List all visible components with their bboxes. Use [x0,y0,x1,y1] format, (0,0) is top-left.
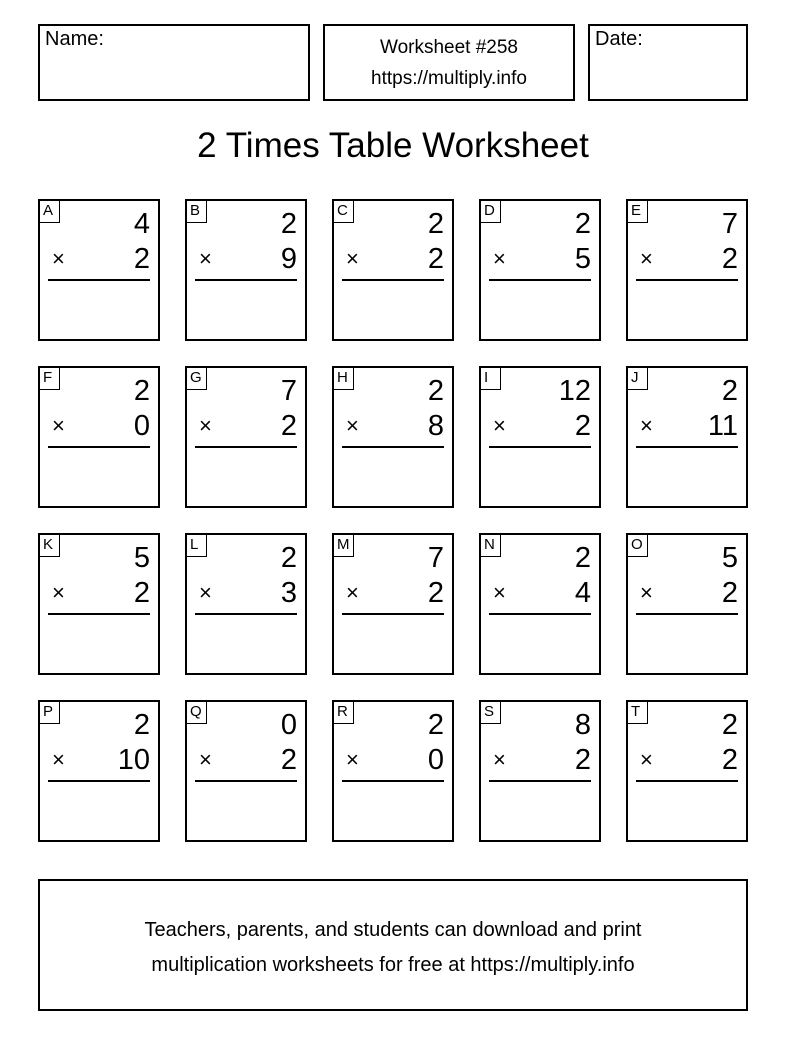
problem-m [332,533,454,675]
multiplicand: 2 [574,542,591,574]
answer-line [48,613,150,615]
multiplicand: 5 [133,542,150,574]
problem-letter: G [187,368,207,390]
multiplicand: 2 [427,709,444,741]
times-sign: × [346,246,359,271]
worksheet-number: Worksheet #258 [379,37,518,58]
multiplicand: 2 [280,208,297,240]
times-sign: × [199,747,212,772]
answer-line [636,780,738,782]
multiplier: 2 [574,744,591,776]
problem-letter: C [334,201,354,223]
answer-line [342,279,444,281]
multiplicand: 0 [280,709,297,741]
multiplicand: 8 [574,709,591,741]
problem-q [185,700,307,842]
date-box [588,24,748,101]
problem-l [185,533,307,675]
worksheet-url: https://multiply.info [371,68,527,89]
problem-t [626,700,748,842]
answer-line [636,613,738,615]
problem-letter: A [40,201,60,223]
problem-i [479,366,601,508]
problem-h [332,366,454,508]
multiplier: 2 [427,577,444,609]
answer-line [489,613,591,615]
problem-letter: E [628,201,648,223]
problem-letter: P [40,702,60,724]
times-sign: × [493,747,506,772]
multiplicand: 2 [133,375,150,407]
problem-a [38,199,160,341]
problem-k [38,533,160,675]
footer-line-1: Teachers, parents, and students can download and print [144,919,642,941]
multiplier: 2 [280,744,297,776]
times-sign: × [493,580,506,605]
multiplier: 2 [574,410,591,442]
times-sign: × [640,246,653,271]
multiplicand: 7 [427,542,444,574]
answer-line [195,613,297,615]
problem-letter: H [334,368,354,390]
problem-letter: D [481,201,501,223]
answer-line [636,446,738,448]
multiplier: 11 [707,410,738,442]
problem-letter: L [187,535,207,557]
times-sign: × [52,413,65,438]
multiplicand: 7 [280,375,297,407]
problem-s [479,700,601,842]
problem-letter: S [481,702,501,724]
problem-c [332,199,454,341]
multiplier: 2 [721,744,738,776]
problem-letter: B [187,201,207,223]
answer-line [195,279,297,281]
problem-g [185,366,307,508]
date-label: Date: [595,28,643,50]
multiplicand: 2 [427,208,444,240]
multiplier: 2 [280,410,297,442]
times-sign: × [346,580,359,605]
problem-b [185,199,307,341]
multiplier: 2 [133,243,150,275]
multiplicand: 4 [133,208,150,240]
multiplicand: 2 [574,208,591,240]
answer-line [48,780,150,782]
multiplicand: 5 [721,542,738,574]
problem-d [479,199,601,341]
multiplier: 2 [133,577,150,609]
times-sign: × [199,413,212,438]
multiplicand: 7 [721,208,738,240]
multiplier: 5 [574,243,591,275]
multiplier: 9 [280,243,297,275]
times-sign: × [346,747,359,772]
problem-letter: Q [187,702,207,724]
times-sign: × [52,246,65,271]
problem-r [332,700,454,842]
times-sign: × [640,413,653,438]
answer-line [342,446,444,448]
multiplier: 0 [133,410,150,442]
problem-letter: I [481,368,501,390]
multiplier: 2 [721,243,738,275]
footer-box [38,879,748,1011]
problem-letter: M [334,535,354,557]
times-sign: × [52,747,65,772]
multiplicand: 2 [133,709,150,741]
answer-line [636,279,738,281]
multiplier: 3 [280,577,297,609]
multiplier: 8 [427,410,444,442]
times-sign: × [199,246,212,271]
multiplier: 0 [427,744,444,776]
answer-line [342,613,444,615]
problem-letter: R [334,702,354,724]
problem-letter: N [481,535,501,557]
answer-line [489,446,591,448]
problem-letter: O [628,535,648,557]
footer-line-2: multiplication worksheets for free at https://multiply.info [151,954,635,976]
times-sign: × [493,246,506,271]
times-sign: × [346,413,359,438]
problem-letter: F [40,368,60,390]
problem-o [626,533,748,675]
answer-line [195,780,297,782]
problem-letter: J [628,368,648,390]
answer-line [48,279,150,281]
times-sign: × [640,580,653,605]
times-sign: × [199,580,212,605]
multiplier: 4 [574,577,591,609]
times-sign: × [640,747,653,772]
problem-letter: K [40,535,60,557]
multiplier: 2 [427,243,444,275]
footer-text [145,913,642,983]
times-sign: × [52,580,65,605]
answer-line [48,446,150,448]
multiplier: 2 [721,577,738,609]
problem-f [38,366,160,508]
name-box [38,24,310,101]
problem-letter: T [628,702,648,724]
answer-line [342,780,444,782]
multiplicand: 2 [427,375,444,407]
problem-p [38,700,160,842]
problem-j [626,366,748,508]
answer-line [195,446,297,448]
page-title: 2 Times Table Worksheet [197,126,589,165]
problem-e [626,199,748,341]
problem-n [479,533,601,675]
multiplicand: 2 [721,709,738,741]
multiplicand: 2 [721,375,738,407]
times-sign: × [493,413,506,438]
name-label: Name: [45,28,104,50]
answer-line [489,780,591,782]
multiplier: 10 [117,744,150,776]
multiplicand: 12 [558,375,591,407]
answer-line [489,279,591,281]
multiplicand: 2 [280,542,297,574]
worksheet-info-box [323,24,575,101]
